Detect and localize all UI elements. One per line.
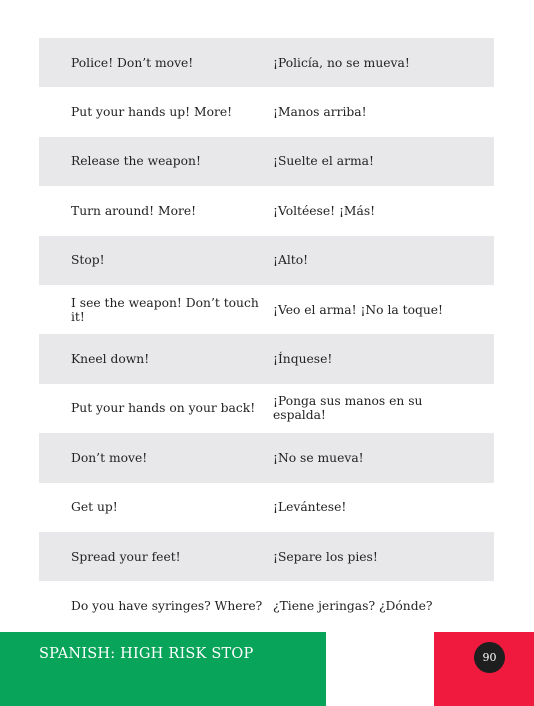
table-row [39, 433, 494, 482]
table-row [39, 236, 494, 285]
page-number-badge: 90 [474, 642, 505, 673]
spanish-phrase: ¡Ínquese! [273, 352, 333, 367]
spanish-phrase: ¡Policía, no se mueva! [273, 55, 410, 70]
english-phrase: Get up! [71, 500, 118, 515]
english-phrase: I see the weapon! Don’t touch it! [71, 295, 259, 324]
english-phrase: Spread your feet! [71, 549, 181, 564]
spanish-phrase: ¡No se mueva! [273, 450, 364, 465]
spanish-phrase: ¡Suelte el arma! [273, 154, 374, 169]
english-phrase: Don’t move! [71, 450, 148, 465]
spanish-phrase: ¡Levántese! [273, 500, 347, 515]
section-title: SPANISH: HIGH RISK STOP [39, 646, 254, 662]
spanish-phrase: ¡Separe los pies! [273, 549, 378, 564]
spanish-phrase: ¡Ponga sus manos en su espalda! [273, 394, 423, 423]
table-row [39, 483, 494, 532]
spanish-phrase: ¿Tiene jeringas? ¿Dónde? [273, 598, 433, 613]
table-row [39, 137, 494, 186]
spanish-phrase: ¡Alto! [273, 253, 309, 268]
english-phrase: Put your hands up! More! [71, 105, 233, 120]
page-number-block [434, 632, 534, 706]
english-phrase: Police! Don’t move! [71, 55, 194, 70]
table-row [39, 532, 494, 581]
table-row [39, 186, 494, 235]
spanish-phrase: ¡Voltéese! ¡Más! [273, 203, 376, 218]
english-phrase: Put your hands on your back! [71, 401, 256, 416]
english-phrase: Turn around! More! [71, 203, 197, 218]
table-row [39, 334, 494, 383]
english-phrase: Do you have syringes? Where? [71, 598, 263, 613]
table-row [39, 384, 494, 433]
table-row [39, 87, 494, 136]
english-phrase: Kneel down! [71, 352, 150, 367]
table-row [39, 285, 494, 334]
phrase-table [39, 38, 494, 631]
table-row [39, 38, 494, 87]
spanish-phrase: ¡Manos arriba! [273, 105, 367, 120]
footer-section-band [0, 632, 326, 706]
english-phrase: Release the weapon! [71, 154, 201, 169]
spanish-phrase: ¡Veo el arma! ¡No la toque! [273, 302, 443, 317]
english-phrase: Stop! [71, 253, 105, 268]
table-row [39, 581, 494, 630]
